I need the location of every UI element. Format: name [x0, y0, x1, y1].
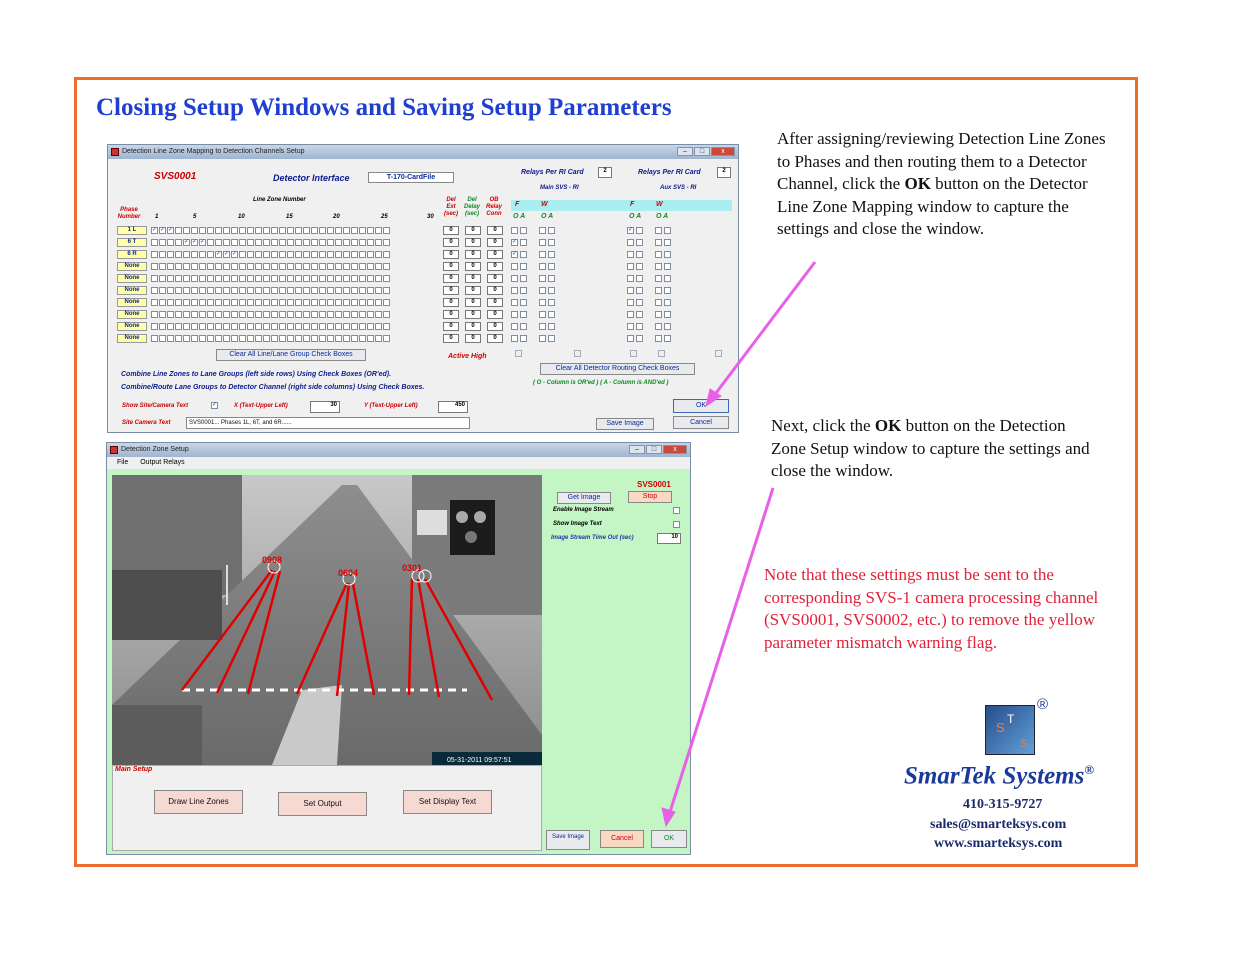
menu-file[interactable]: File [117, 459, 129, 466]
aux-oa-label: O A [656, 213, 669, 220]
set-output-button[interactable]: Set Output [278, 792, 367, 816]
del-delay-input[interactable]: 0 [465, 250, 481, 259]
del-ext-input[interactable]: 0 [443, 226, 459, 235]
instruction-note-2: Next, click the OK button on the Detection Zone Setup window to capture the settings and close the window. [771, 416, 1090, 480]
ok-button[interactable]: OK [651, 830, 687, 848]
del-delay-input[interactable]: 0 [465, 298, 481, 307]
mapping-title-bar: Detection Line Zone Mapping to Detection Channels Setup – □ x [108, 145, 738, 159]
zone-label: 0604 [338, 568, 359, 578]
draw-line-zones-button[interactable]: Draw Line Zones [154, 790, 243, 814]
del-delay-input[interactable]: 0 [465, 286, 481, 295]
ok-button[interactable]: OK [673, 399, 729, 413]
svs-id: SVS0001 [154, 171, 197, 182]
brand-phone: 410-315-9727 [963, 797, 1043, 812]
main-setup-label: Main Setup [115, 766, 153, 773]
warning-note: Note that these settings must be sent to the corresponding SVS-1 camera processing channel (SVS0001, SVS0002, etc.) to remove the yellow parameter mismatch warning flag. [764, 565, 1099, 652]
ob-relay-header: OB Relay Conn [485, 197, 502, 217]
y-text-input[interactable]: 450 [438, 401, 468, 413]
ob-relay-input[interactable]: 0 [487, 250, 503, 259]
phase-select[interactable]: None [117, 322, 147, 331]
zone-label: 0301 [402, 563, 423, 573]
x-text-label: X (Text-Upper Left) [234, 403, 288, 409]
clear-line-group-button[interactable]: Clear All Line/Lane Group Check Boxes [216, 349, 366, 361]
slide-title: Closing Setup Windows and Saving Setup Parameters [96, 94, 672, 121]
aux-oa-label: O A [629, 213, 642, 220]
zone-label: 0908 [262, 555, 283, 565]
cancel-button[interactable]: Cancel [600, 830, 644, 848]
timeout-input[interactable]: 10 [657, 533, 681, 544]
ob-relay-input[interactable]: 0 [487, 286, 503, 295]
active-high-label: Active High [448, 353, 487, 360]
phase-select[interactable]: None [117, 262, 147, 271]
brand-logo [985, 705, 1035, 755]
maximize-button[interactable]: □ [646, 445, 662, 454]
logo-registered-mark: ® [1037, 696, 1049, 713]
zone-tick: 10 [238, 214, 245, 220]
detector-interface-select[interactable]: T-170-CardFile [368, 172, 454, 183]
del-ext-input[interactable]: 0 [443, 274, 459, 283]
main-w-label: W [541, 201, 548, 208]
del-ext-input[interactable]: 0 [443, 310, 459, 319]
minimize-button[interactable]: – [629, 445, 645, 454]
del-ext-input[interactable]: 0 [443, 250, 459, 259]
maximize-button[interactable]: □ [694, 147, 710, 156]
or-and-note: ( O - Column is OR'ed ) ( A - Column is AND'ed ) [533, 380, 669, 386]
phase-header: Phase Number [117, 207, 141, 220]
del-delay-input[interactable]: 0 [465, 226, 481, 235]
site-camera-text-input[interactable]: SVS0001... Phases 1L, 6T, and 6R...... [186, 417, 470, 429]
svs-id: SVS0001 [637, 480, 671, 489]
aux-f-label: F [630, 201, 635, 208]
zone-tick: 1 [155, 214, 159, 220]
phase-select[interactable]: 6 R [117, 250, 147, 259]
timeout-label: Image Stream Time Out (sec) [551, 535, 634, 541]
site-camera-text-label: Site Camera Text [122, 420, 171, 426]
ob-relay-input[interactable]: 0 [487, 262, 503, 271]
phase-select[interactable]: 1 L [117, 226, 147, 235]
save-image-button[interactable]: Save Image [546, 830, 590, 850]
phase-select[interactable]: None [117, 274, 147, 283]
main-f-label: F [515, 201, 520, 208]
relays-aux-input[interactable]: 2 [717, 167, 731, 178]
phase-select[interactable]: None [117, 334, 147, 343]
ob-relay-input[interactable]: 0 [487, 310, 503, 319]
logo-letter: S [1020, 738, 1028, 750]
zone-title-bar: Detection Zone Setup – □ x [107, 443, 690, 457]
arrow-to-mapping-ok [713, 262, 815, 397]
brand-website[interactable]: www.smarteksys.com [934, 836, 1063, 851]
set-display-text-button[interactable]: Set Display Text [403, 790, 492, 814]
phase-select[interactable]: None [117, 286, 147, 295]
combine-line-zones-note: Combine Line Zones to Lane Groups (left side rows) Using Check Boxes (OR'ed). [121, 371, 392, 378]
del-ext-input[interactable]: 0 [443, 298, 459, 307]
show-site-text-label: Show Site/Camera Text [122, 403, 189, 409]
stop-button[interactable]: Stop [628, 491, 672, 503]
ob-relay-input[interactable]: 0 [487, 298, 503, 307]
arrow-head [662, 808, 675, 826]
zone-tick: 5 [193, 214, 197, 220]
phase-select[interactable]: 6 T [117, 238, 147, 247]
line-zone-header: Line Zone Number [253, 197, 306, 203]
del-ext-input[interactable]: 0 [443, 286, 459, 295]
phase-select[interactable]: None [117, 298, 147, 307]
del-delay-header: Del Delay (sec) [463, 197, 480, 217]
y-text-label: Y (Text-Upper Left) [364, 403, 418, 409]
phase-select[interactable]: None [117, 310, 147, 319]
del-ext-input[interactable]: 0 [443, 334, 459, 343]
del-delay-input[interactable]: 0 [465, 262, 481, 271]
relays-per-card-aux-label: Relays Per RI Card [638, 169, 701, 176]
cancel-button[interactable]: Cancel [673, 416, 729, 429]
relays-main-input[interactable]: 2 [598, 167, 612, 178]
camera-timestamp: 05-31-2011 09:57:51 [447, 757, 512, 764]
zone-tick: 20 [333, 214, 340, 220]
detector-interface-label: Detector Interface [273, 173, 350, 183]
ob-relay-input[interactable]: 0 [487, 226, 503, 235]
del-ext-input[interactable]: 0 [443, 322, 459, 331]
logo-letter: S [996, 720, 1005, 735]
zone-tick: 15 [286, 214, 293, 220]
del-delay-input[interactable]: 0 [465, 310, 481, 319]
ob-relay-input[interactable]: 0 [487, 274, 503, 283]
x-text-input[interactable]: 30 [310, 401, 340, 413]
del-ext-input[interactable]: 0 [443, 238, 459, 247]
ob-relay-input[interactable]: 0 [487, 322, 503, 331]
arrow-to-zone-ok [669, 488, 773, 815]
main-svs-label: Main SVS - RI [540, 185, 579, 191]
get-image-button[interactable]: Get Image [557, 492, 611, 504]
enable-image-stream-label: Enable Image Stream [553, 507, 614, 513]
brand-name: SmarTek Systems® [904, 762, 1095, 790]
zone-tick: 30 [427, 214, 434, 220]
menu-output-relays[interactable]: Output Relays [140, 459, 185, 466]
del-delay-input[interactable]: 0 [465, 322, 481, 331]
zone-tick: 25 [381, 214, 388, 220]
close-button[interactable]: x [711, 147, 735, 156]
main-oa-label: O A [541, 213, 554, 220]
del-ext-input[interactable]: 0 [443, 262, 459, 271]
combine-route-note: Combine/Route Lane Groups to Detector Channel (right side columns) Using Check Boxes. [121, 384, 425, 391]
relays-per-card-main-label: Relays Per RI Card [521, 169, 584, 176]
clear-routing-button[interactable]: Clear All Detector Routing Check Boxes [540, 363, 695, 375]
close-button[interactable]: x [663, 445, 687, 454]
main-oa-label: O A [513, 213, 526, 220]
logo-letter: T [1007, 712, 1015, 726]
ob-relay-input[interactable]: 0 [487, 334, 503, 343]
del-delay-input[interactable]: 0 [465, 334, 481, 343]
del-delay-input[interactable]: 0 [465, 274, 481, 283]
minimize-button[interactable]: – [677, 147, 693, 156]
save-image-button[interactable]: Save Image [596, 418, 654, 430]
ob-relay-input[interactable]: 0 [487, 238, 503, 247]
aux-w-label: W [656, 201, 663, 208]
del-ext-header: Del Ext (sec) [443, 197, 458, 217]
del-delay-input[interactable]: 0 [465, 238, 481, 247]
brand-email[interactable]: sales@smarteksys.com [930, 817, 1067, 832]
instruction-note-1: After assigning/reviewing Detection Line Zones to Phases and then routing them to a Detector Channel, click the OK button on the Detector Line Zone Mapping window to capture the settings and close the window. [777, 129, 1106, 238]
aux-svs-label: Aux SVS - RI [660, 185, 697, 191]
show-image-text-label: Show Image Text [553, 521, 602, 527]
